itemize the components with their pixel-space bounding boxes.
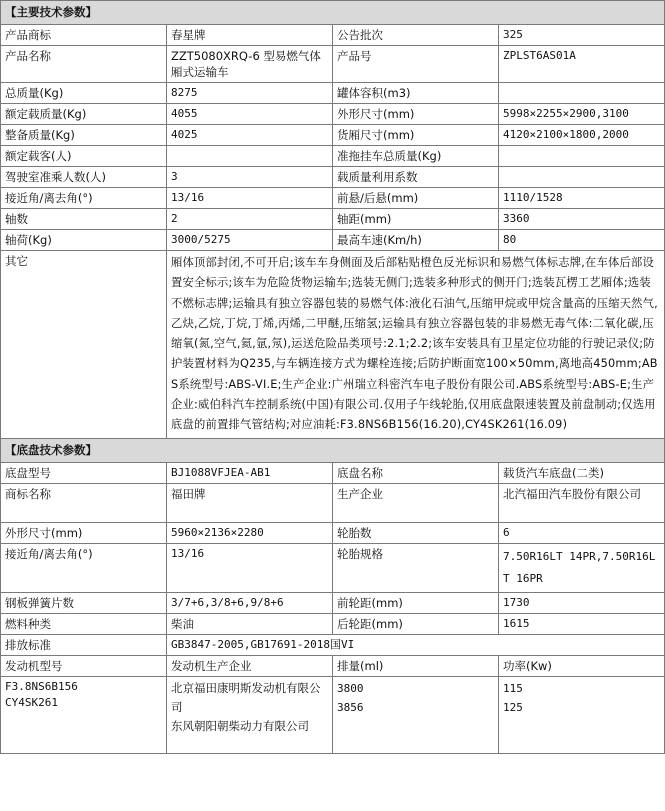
engine-models: F3.8NS6B156 CY4SK261	[1, 676, 167, 753]
value-cell	[499, 146, 665, 167]
engine-powers: 115 125	[499, 676, 665, 753]
value-cell: 柴油	[167, 613, 333, 634]
value-cell: 1730	[499, 592, 665, 613]
table-row	[1, 543, 665, 592]
label-cell: 接近角/离去角(°)	[1, 543, 167, 592]
other-label: 其它	[1, 251, 167, 439]
value-cell: 5960×2136×2280	[167, 522, 333, 543]
label-cell: 后轮距(mm)	[333, 613, 499, 634]
label-cell: 底盘型号	[1, 462, 167, 483]
label-cell: 前轮距(mm)	[333, 592, 499, 613]
table-row	[1, 462, 665, 483]
label-cell: 产品名称	[1, 46, 167, 83]
table-row	[1, 483, 665, 522]
value-cell: 福田牌	[167, 483, 333, 522]
table-row	[1, 104, 665, 125]
engine-displacements: 3800 3856	[333, 676, 499, 753]
engine-makers: 北京福田康明斯发动机有限公司 东风朝阳朝柴动力有限公司	[167, 676, 333, 753]
value-cell: 春星牌	[167, 25, 333, 46]
table-row	[1, 83, 665, 104]
label-cell: 产品商标	[1, 25, 167, 46]
label-cell: 载质量利用系数	[333, 167, 499, 188]
value-cell: 3	[167, 167, 333, 188]
value-cell: 4025	[167, 125, 333, 146]
value-cell: 13/16	[167, 188, 333, 209]
table-row	[1, 146, 665, 167]
label-cell: 接近角/离去角(°)	[1, 188, 167, 209]
label-cell: 额定载质量(Kg)	[1, 104, 167, 125]
table-row	[1, 125, 665, 146]
table-row	[1, 592, 665, 613]
emission-value: GB3847-2005,GB17691-2018国VI	[167, 634, 665, 655]
column-header: 发动机生产企业	[167, 655, 333, 676]
value-cell: 3360	[499, 209, 665, 230]
label-cell: 轴数	[1, 209, 167, 230]
table-row	[1, 188, 665, 209]
value-cell: 4055	[167, 104, 333, 125]
label-cell: 轴荷(Kg)	[1, 230, 167, 251]
label-cell: 总质量(Kg)	[1, 83, 167, 104]
value-cell: 6	[499, 522, 665, 543]
table-row	[1, 167, 665, 188]
value-cell: ZPLST6AS01A	[499, 46, 665, 83]
column-header: 排量(ml)	[333, 655, 499, 676]
table-row	[1, 230, 665, 251]
value-cell: 80	[499, 230, 665, 251]
value-cell: 3000/5275	[167, 230, 333, 251]
label-cell: 额定载客(人)	[1, 146, 167, 167]
label-cell: 商标名称	[1, 483, 167, 522]
value-cell: BJ1088VFJEA-AB1	[167, 462, 333, 483]
label-cell: 驾驶室准乘人数(人)	[1, 167, 167, 188]
label-cell: 准拖挂车总质量(Kg)	[333, 146, 499, 167]
emission-label: 排放标准	[1, 634, 167, 655]
label-cell: 轮胎规格	[333, 543, 499, 592]
table-row	[1, 613, 665, 634]
label-cell: 外形尺寸(mm)	[1, 522, 167, 543]
label-cell: 产品号	[333, 46, 499, 83]
value-cell	[499, 83, 665, 104]
value-cell: 1110/1528	[499, 188, 665, 209]
value-cell: 3/7+6,3/8+6,9/8+6	[167, 592, 333, 613]
label-cell: 燃料种类	[1, 613, 167, 634]
label-cell: 轮胎数	[333, 522, 499, 543]
column-header: 发动机型号	[1, 655, 167, 676]
emission-row	[1, 634, 665, 655]
other-row	[1, 251, 665, 439]
label-cell: 外形尺寸(mm)	[333, 104, 499, 125]
label-cell: 罐体容积(m3)	[333, 83, 499, 104]
value-cell: 7.50R16LT 14PR,7.50R16LT 16PR	[499, 543, 665, 592]
table-row	[1, 209, 665, 230]
table-row	[1, 522, 665, 543]
label-cell: 底盘名称	[333, 462, 499, 483]
label-cell: 最高车速(Km/h)	[333, 230, 499, 251]
value-cell: 325	[499, 25, 665, 46]
value-cell: 2	[167, 209, 333, 230]
engine-data-row	[1, 676, 665, 753]
label-cell: 轴距(mm)	[333, 209, 499, 230]
value-cell: 13/16	[167, 543, 333, 592]
label-cell: 生产企业	[333, 483, 499, 522]
label-cell: 前悬/后悬(mm)	[333, 188, 499, 209]
label-cell: 钢板弹簧片数	[1, 592, 167, 613]
value-cell: 5998×2255×2900,3100	[499, 104, 665, 125]
other-description: 厢体顶部封闭,不可开启;该车车身侧面及后部粘贴橙色反光标识和易燃气体标志牌,在车体后部设置安全标示;该车为危险货物运输车;选装无侧门;选装多种形式的侧开门;选装瓦楞工艺厢体;选装不燃标志牌;运输具有独立容器包装的易燃气体:液化石油气,压缩甲烷或甲烷含量高的压缩天然气,乙炔,乙烷,丁烷,丁烯,丙烯,二甲醚,压缩氢;运输具有独立容器包装的非易燃无毒气体:二氧化碳,压缩氧(氮,空气,氦,氩,氖),运送危险品类项号:2.1;2.2;该车安装具有卫星定位功能的行驶记录仪;防护装置材料为Q235,与车辆连接方式为螺栓连接;后防护断面宽100×50mm,离地高450mm;ABS系统型号:ABS-VI.E;生产企业:广州瑞立科密汽车电子股份有限公司.ABS系统型号:ABS-E;生产企业:威伯科汽车控制系统(中国)有限公司.仅用子午线轮胎,仅用底盘限速装置及前盘制动;仅选用底盘的前置排气管结构;对应油耗:F3.8NS6B156(16.20),CY4SK261(16.09)	[167, 251, 665, 439]
label-cell: 整备质量(Kg)	[1, 125, 167, 146]
label-cell: 公告批次	[333, 25, 499, 46]
value-cell: ZZT5080XRQ-6 型易燃气体厢式运输车	[167, 46, 333, 83]
value-cell: 8275	[167, 83, 333, 104]
value-cell	[167, 146, 333, 167]
label-cell: 货厢尺寸(mm)	[333, 125, 499, 146]
engine-header-row	[1, 655, 665, 676]
value-cell: 1615	[499, 613, 665, 634]
value-cell: 4120×2100×1800,2000	[499, 125, 665, 146]
column-header: 功率(Kw)	[499, 655, 665, 676]
value-cell: 载货汽车底盘(二类)	[499, 462, 665, 483]
value-cell	[499, 167, 665, 188]
chassis-section-title: 【底盘技术参数】	[1, 438, 665, 462]
value-cell: 北汽福田汽车股份有限公司	[499, 483, 665, 522]
table-row	[1, 25, 665, 46]
table-row	[1, 46, 665, 83]
main-section-title: 【主要技术参数】	[1, 1, 665, 25]
